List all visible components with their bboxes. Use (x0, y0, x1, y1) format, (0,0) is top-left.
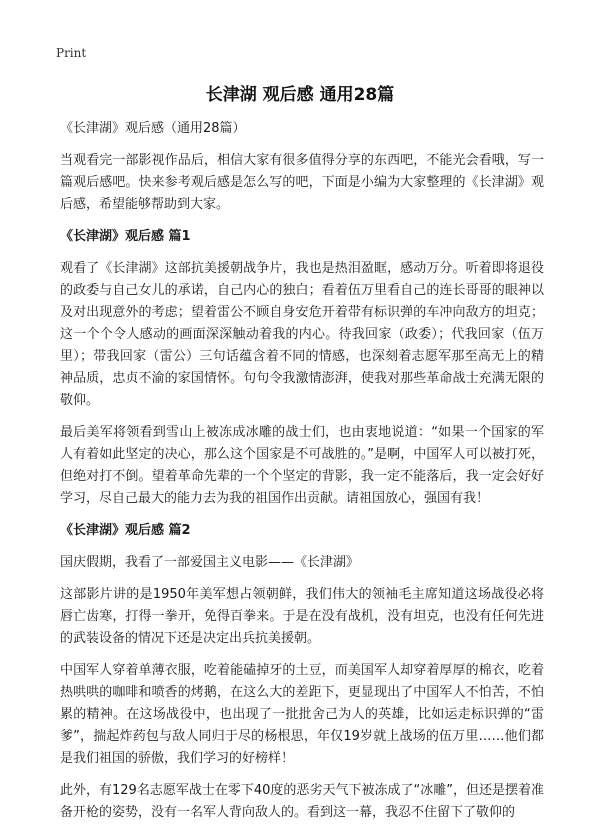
print-label: Print (56, 46, 87, 60)
section-heading: 《长津湖》观后感 篇2 (60, 523, 191, 538)
page-title: 长津湖 观后感 通用28篇 (205, 85, 395, 105)
section-paragraph: 国庆假期，我看了一部爱国主义电影——《长津湖》 (60, 555, 360, 570)
section-paragraph: 观看了《长津湖》这部抗美援朝战争片，我也是热泪盈眶，感动万分。听着即将退役的政委与自己女儿的承诺，自己内心的独白；看着伍万里看自己的连长哥哥的眼神以及对出现意外的考虑；望着雷公不顾自身安危开着带有标识弹的车冲向敌方的坦克；这一个个令人感动的画面深深触动着我的内心。待我回家（政委）；代我回家（伍万里）；带我回家（雷公）三句话蕴含着不同的情感，也深刻着志愿军那至高无上的精神品质，忠贞不渝的家国情怀。句句令我激情澎湃，使我对那些革命战士充满无限的敬仰。 (60, 261, 544, 408)
section-paragraph: 此外，有129名志愿军战士在零下40度的恶劣天气下被冻成了“冰雕”，但还是摆着准备开枪的姿势，没有一名军人背向敌人的。看到这一幕，我忍不住留下了敬仰的 (60, 783, 544, 820)
section-paragraph: 中国军人穿着单薄衣服，吃着能磕掉牙的土豆，而美国军人却穿着厚厚的棉衣，吃着热哄哄的咖啡和喷香的烤鹅，在这么大的差距下，更显现出了中国军人不怕苦，不怕累的精神。在这场战役中，也出现了一批批舍己为人的英雄，比如运走标识弹的“雷爹”，揣起炸药包与敌人同归于尽的杨根思，年仅19岁就上战场的伍万里……他们都是我们祖国的骄傲，我们学习的好榜样！ (60, 663, 544, 766)
intro-paragraph: 当观看完一部影视作品后，相信大家有很多值得分享的东西吧，不能光会看哦，写一篇观后感吧。快来参考观后感是怎么写的吧，下面是小编为大家整理的《长津湖》观后感，希望能够帮助到大家。 (60, 153, 544, 212)
section-heading: 《长津湖》观后感 篇1 (60, 229, 191, 244)
document-body (60, 118, 544, 834)
document-subtitle: 《长津湖》观后感（通用28篇） (60, 121, 246, 136)
section-paragraph: 最后美军将领看到雪山上被冻成冰雕的战士们，也由衷地说道：“如果一个国家的军人有着如此坚定的决心，那么这个国家是不可战胜的。”是啊，中国军人可以被打死，但绝对打不倒。望着革命先辈的一个个坚定的背影，我一定不能落后，我一定会好好学习，尽自己最大的能力去为我的祖国作出贡献。请祖国放心，强国有我！ (60, 425, 544, 506)
section-paragraph: 这部影片讲的是1950年美军想占领朝鲜，我们伟大的领袖毛主席知道这场战役必将唇亡齿寒，打得一拳开，免得百拳来。于是在没有战机，没有坦克，也没有任何先进的武装设备的情况下还是决定出兵抗美援朝。 (60, 587, 544, 646)
section-1 (60, 226, 544, 510)
section-2 (60, 520, 544, 824)
